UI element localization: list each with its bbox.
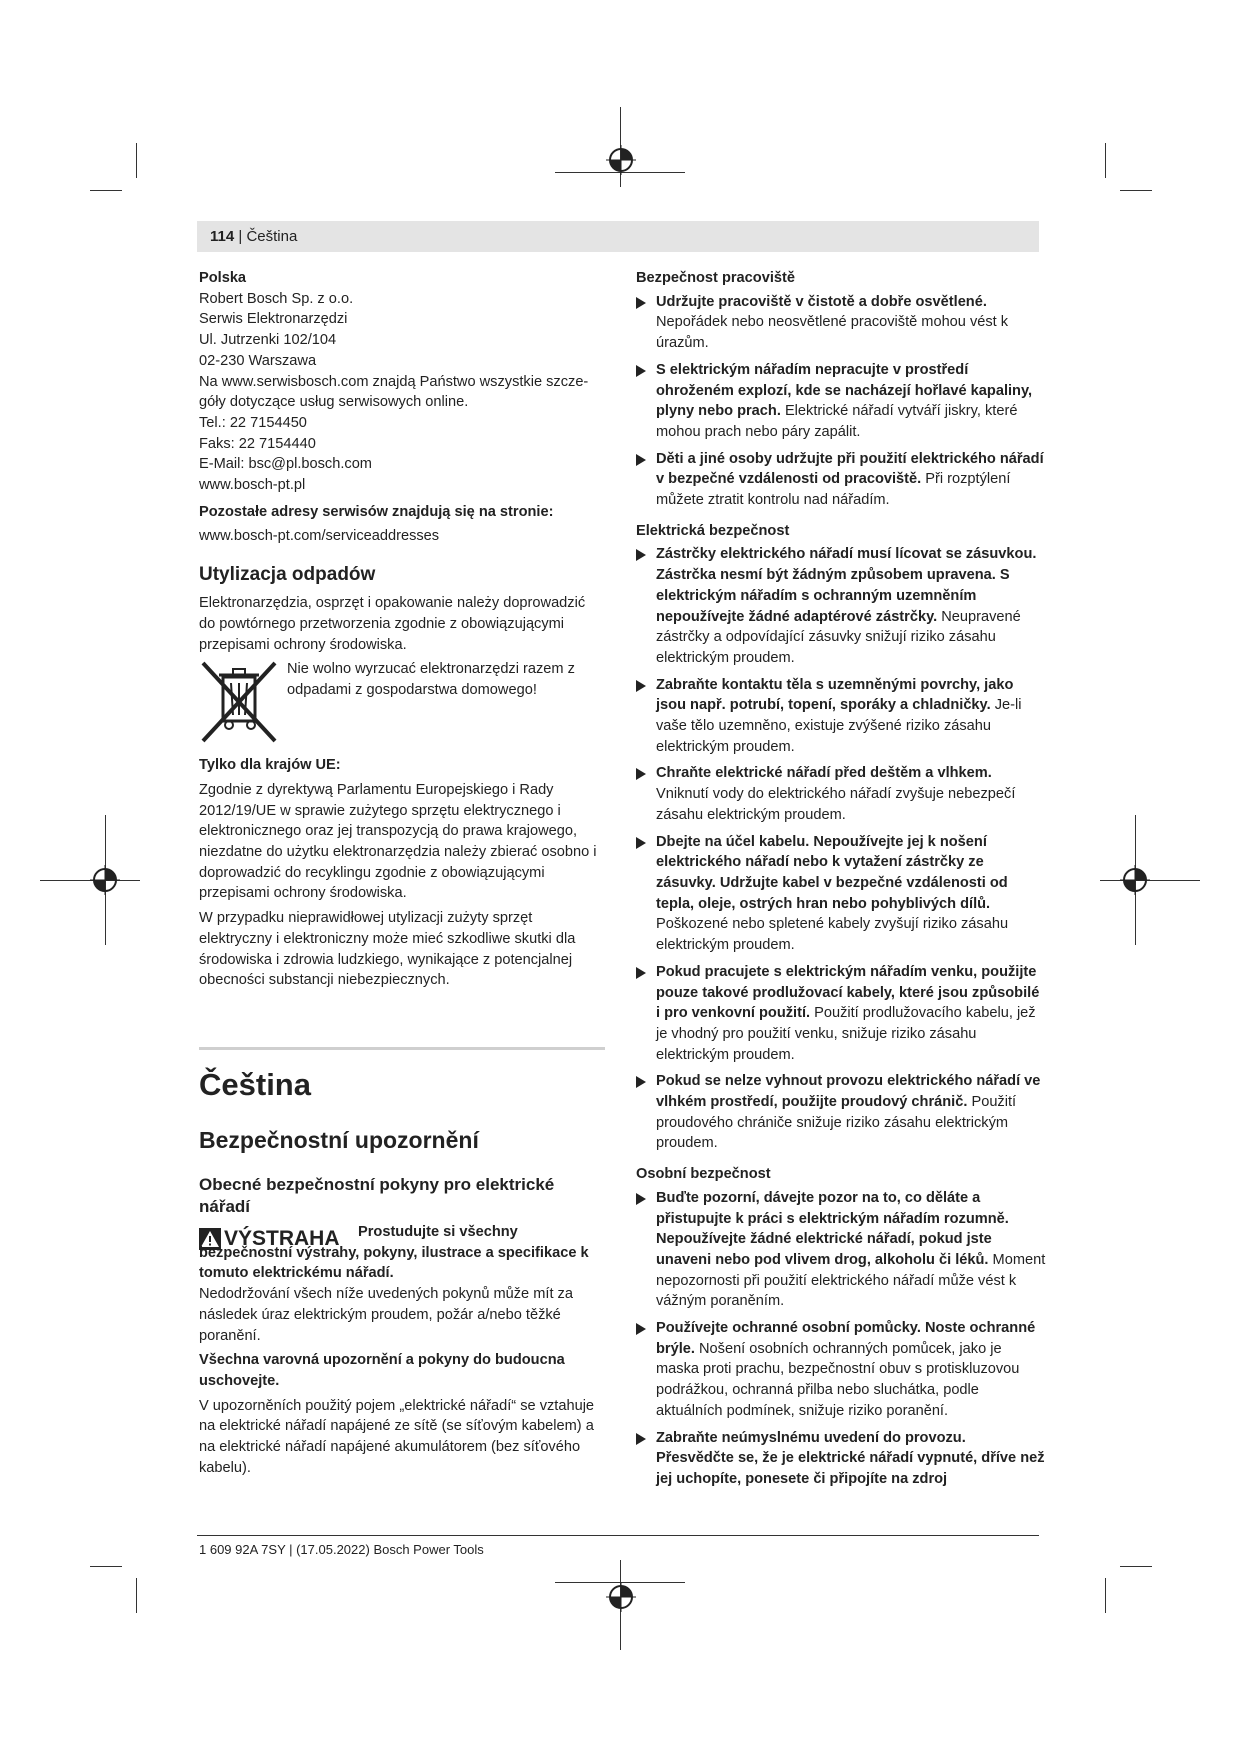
bullet-arrow-icon — [636, 1193, 646, 1205]
polska-address-line: góły dotyczące usług serwisowych online. — [199, 394, 469, 411]
crop-mark — [1120, 1566, 1152, 1567]
header-separator: | — [234, 228, 247, 245]
bullet-arrow-icon — [636, 837, 646, 849]
disposal-title: Utylizacja odpadów — [199, 564, 376, 586]
bullet-arrow-icon — [636, 1323, 646, 1335]
cestina-title: Čeština — [199, 1066, 311, 1102]
list-item: Zabraňte neúmyslnému uvedení do provozu. Přesvědčte se, že je elektrické nářadí vypnuté, dříve než jej uchopíte, ponesete či připojíte na zdroj — [636, 1428, 1046, 1490]
header-language: Čeština — [246, 228, 298, 245]
polska-email[interactable]: E-Mail: bsc@pl.bosch.com — [199, 456, 372, 473]
registration-target-icon — [90, 865, 120, 895]
page-header-band — [197, 221, 1039, 252]
footer-rule — [197, 1535, 1039, 1536]
bullet-arrow-icon — [636, 454, 646, 466]
list-item: S elektrickým nářadím nepracujte v prostředí ohroženém explozí, kde se nacházejí hořlavé kapaliny, plyny nebo prach. Elektrické nářadí vytváří jiskry, které mohou prach nebo páry zapálit. — [636, 360, 1046, 443]
workplace-title: Bezpečnost pracoviště — [636, 270, 795, 286]
weee-note: Nie wolno wyrzucać elektronarzędzi razem z odpadami z gospodarstwa domowego! — [287, 661, 575, 698]
list-item: Zástrčky elektrického nářadí musí lícovat se zásuvkou. Zástrčka nesmí být žádným způsobem upravena. S elektrickým nářadím s ochranným uzemněním nepoužívejte žádné adaptérové zástrčky. Neupravené zástrčky a odpovídající zásuvky snižují riziko zásahu elektrickým proudem. — [636, 544, 1046, 668]
list-item: Dbejte na účel kabelu. Nepoužívejte jej k nošení elektrického nářadí nebo k vytažení zástrčky ze zásuvky. Udržujte kabel v bezpečné vzdálenosti od tepla, oleje, ostrých hran nebo pohyblivých dílů. Poškozené nebo spletené kabely zvyšují riziko zásahu elektrickým proudem. — [636, 832, 1046, 956]
polska-title: Polska — [199, 270, 247, 286]
weee-block — [199, 659, 604, 745]
bullet-arrow-icon — [636, 768, 646, 780]
registration-target-icon — [606, 1582, 636, 1612]
list-item: Pokud se nelze vyhnout provozu elektrického nářadí ve vlhkém prostředí, použijte proudový chránič. Použití proudového chrániče snižuje riziko zásahu elektrickým proudem. — [636, 1071, 1046, 1154]
polska-website[interactable]: www.bosch-pt.pl — [199, 477, 306, 494]
polska-address-line: 02-230 Warszawa — [199, 352, 317, 369]
registration-target-icon — [606, 145, 636, 175]
right-column — [636, 268, 1046, 1496]
polska-address-line: Faks: 22 7154440 — [199, 435, 316, 452]
bullet-arrow-icon — [636, 1076, 646, 1088]
polska-address-line: Tel.: 22 7154450 — [199, 414, 307, 431]
registration-line — [1100, 880, 1200, 881]
list-item: Udržujte pracoviště v čistotě a dobře osvětlené. Nepořádek nebo neosvětlené pracoviště mohou vést k úrazům. — [636, 292, 1046, 354]
list-item: Zabraňte kontaktu těla s uzemněnými povrchy, jako jsou např. potrubí, topení, sporáky a chladničky. Je-li vaše tělo uzemněno, existuje zvýšené riziko zásahu elektrickým proudem. — [636, 675, 1046, 758]
polska-address-line: Ul. Jutrzenki 102/104 — [199, 332, 337, 349]
bullet-arrow-icon — [636, 297, 646, 309]
polska-address-line: Na www.serwisbosch.com znajdą Państwo wszystkie szcze- — [199, 373, 589, 390]
crop-mark — [136, 143, 137, 178]
section-divider — [199, 1047, 605, 1050]
bullet-arrow-icon — [636, 680, 646, 692]
eu-title: Tylko dla krajów UE: — [199, 757, 341, 774]
list-item: Buďte pozorní, dávejte pozor na to, co děláte a přistupujte k práci s elektrickým nářadím rozumně. Nepoužívejte žádné elektrické nářadí, pokud jste unaveni nebo pod vlivem drog, alkoholu či léků. Moment nepozornosti při použití elektrického nářadí může vést k vážným poraněním. — [636, 1188, 1046, 1312]
crop-mark — [1105, 143, 1106, 178]
warning-label: VÝSTRAHA — [224, 1226, 340, 1250]
crop-mark — [1105, 1578, 1106, 1613]
list-item: Děti a jiné osoby udržujte při použití elektrického nářadí v bezpečné vzdálenosti od pracoviště. Při rozptýlení můžete ztratit kontrolu nad nářadím. — [636, 449, 1046, 511]
page-number: 114 — [210, 228, 235, 245]
keep-instructions: Všechna varovná upozornění a pokyny do budoucna uschovejte. — [199, 1352, 565, 1389]
list-item: Pokud pracujete s elektrickým nářadím venku, použijte pouze takové prodlužovací kabely, které jsou způsobilé i pro venkovní použití. Použití prodlužovacího kabelu, jež je vhodný pro použití venku, snižuje riziko zásahu elektrickým proudem. — [636, 962, 1046, 1066]
registration-target-icon — [1120, 865, 1150, 895]
polska-address-line: Robert Bosch Sp. z o.o. — [199, 290, 354, 307]
term-definition: V upozorněních použitý pojem „elektrické nářadí“ se vztahuje na elektrické nářadí napájené ze sítě (se síťovým kabelem) a na elektrické nářadí napájené akumulátorem (bez síťového kabelu). — [199, 1397, 595, 1476]
warning-bold-text: Prostudujte si všechny bezpečnostní výstrahy, pokyny, ilustrace a specifikace k tomuto elektrickému nářadí. — [199, 1223, 589, 1282]
bullet-arrow-icon — [636, 365, 646, 377]
crop-mark — [90, 190, 122, 191]
crop-mark — [1120, 190, 1152, 191]
crop-mark — [90, 1566, 122, 1567]
safety-title: Bezpečnostní upozornění — [199, 1126, 479, 1153]
bullet-arrow-icon — [636, 1433, 646, 1445]
other-addresses-label: Pozostałe adresy serwisów znajdują się na stronie: — [199, 503, 554, 520]
eu-text: Zgodnie z dyrektywą Parlamentu Europejskiego i Rady 2012/19/UE w sprawie zużytego sprzętu elektrycznego i elektronicznego oraz jej transpozycją do prawa krajowego, niezdatne do użytku elektronarzędzia należy zbierać osobno i doprowadzić do recyklingu zgodnie z obowiązującymi przepisami ochrony środowiska. — [199, 781, 597, 902]
disposal-text: Elektronarzędzia, osprzęt i opakowanie należy doprowadzić do powtórnego przetworzenia zgodnie z obowiązującymi przepisami ochrony środowiska. — [199, 595, 586, 653]
left-column — [199, 268, 604, 1482]
list-item: Chraňte elektrické nářadí před deštěm a vlhkem. Vniknutí vody do elektrického nářadí zvyšuje nebezpečí zásahu elektrickým proudem. — [636, 763, 1046, 825]
polska-address-line: Serwis Elektronarzędzi — [199, 311, 348, 328]
list-item: Používejte ochranné osobní pomůcky. Noste ochranné brýle. Nošení osobních ochranných pomůcek, jako je maska proti prachu, bezpečnostní obuv s protiskluzovou podrážkou, ochranná přilba nebo sluchátka, podle aktuálních podmínek, snižuje riziko poranění. — [636, 1318, 1046, 1422]
personal-title: Osobní bezpečnost — [636, 1166, 771, 1183]
page-footer: 1 609 92A 7SY | (17.05.2022) Bosch Power Tools — [199, 1542, 484, 1557]
crop-mark — [136, 1578, 137, 1613]
electrical-title: Elektrická bezpečnost — [636, 522, 790, 539]
other-addresses-url[interactable]: www.bosch-pt.com/serviceaddresses — [199, 528, 440, 545]
page-header — [210, 228, 297, 245]
warning-text: Nedodržování všech níže uvedených pokynů může mít za následek úraz elektrickým proudem, požár a/nebo těžké poranění. — [199, 1286, 573, 1344]
crossed-bin-icon — [199, 659, 279, 745]
bullet-arrow-icon — [636, 967, 646, 979]
general-safety-title: Obecné bezpečnostní pokyny pro elektrické nářadí — [199, 1174, 555, 1216]
bullet-arrow-icon — [636, 549, 646, 561]
eu-text: W przypadku nieprawidłowej utylizacji zużyty sprzęt elektryczny i elektroniczny może mieć szkodliwe skutki dla środowiska i zdrowia ludzkiego, wynikające z potencjalnej obecności substancji niebezpiecznych. — [199, 910, 576, 989]
